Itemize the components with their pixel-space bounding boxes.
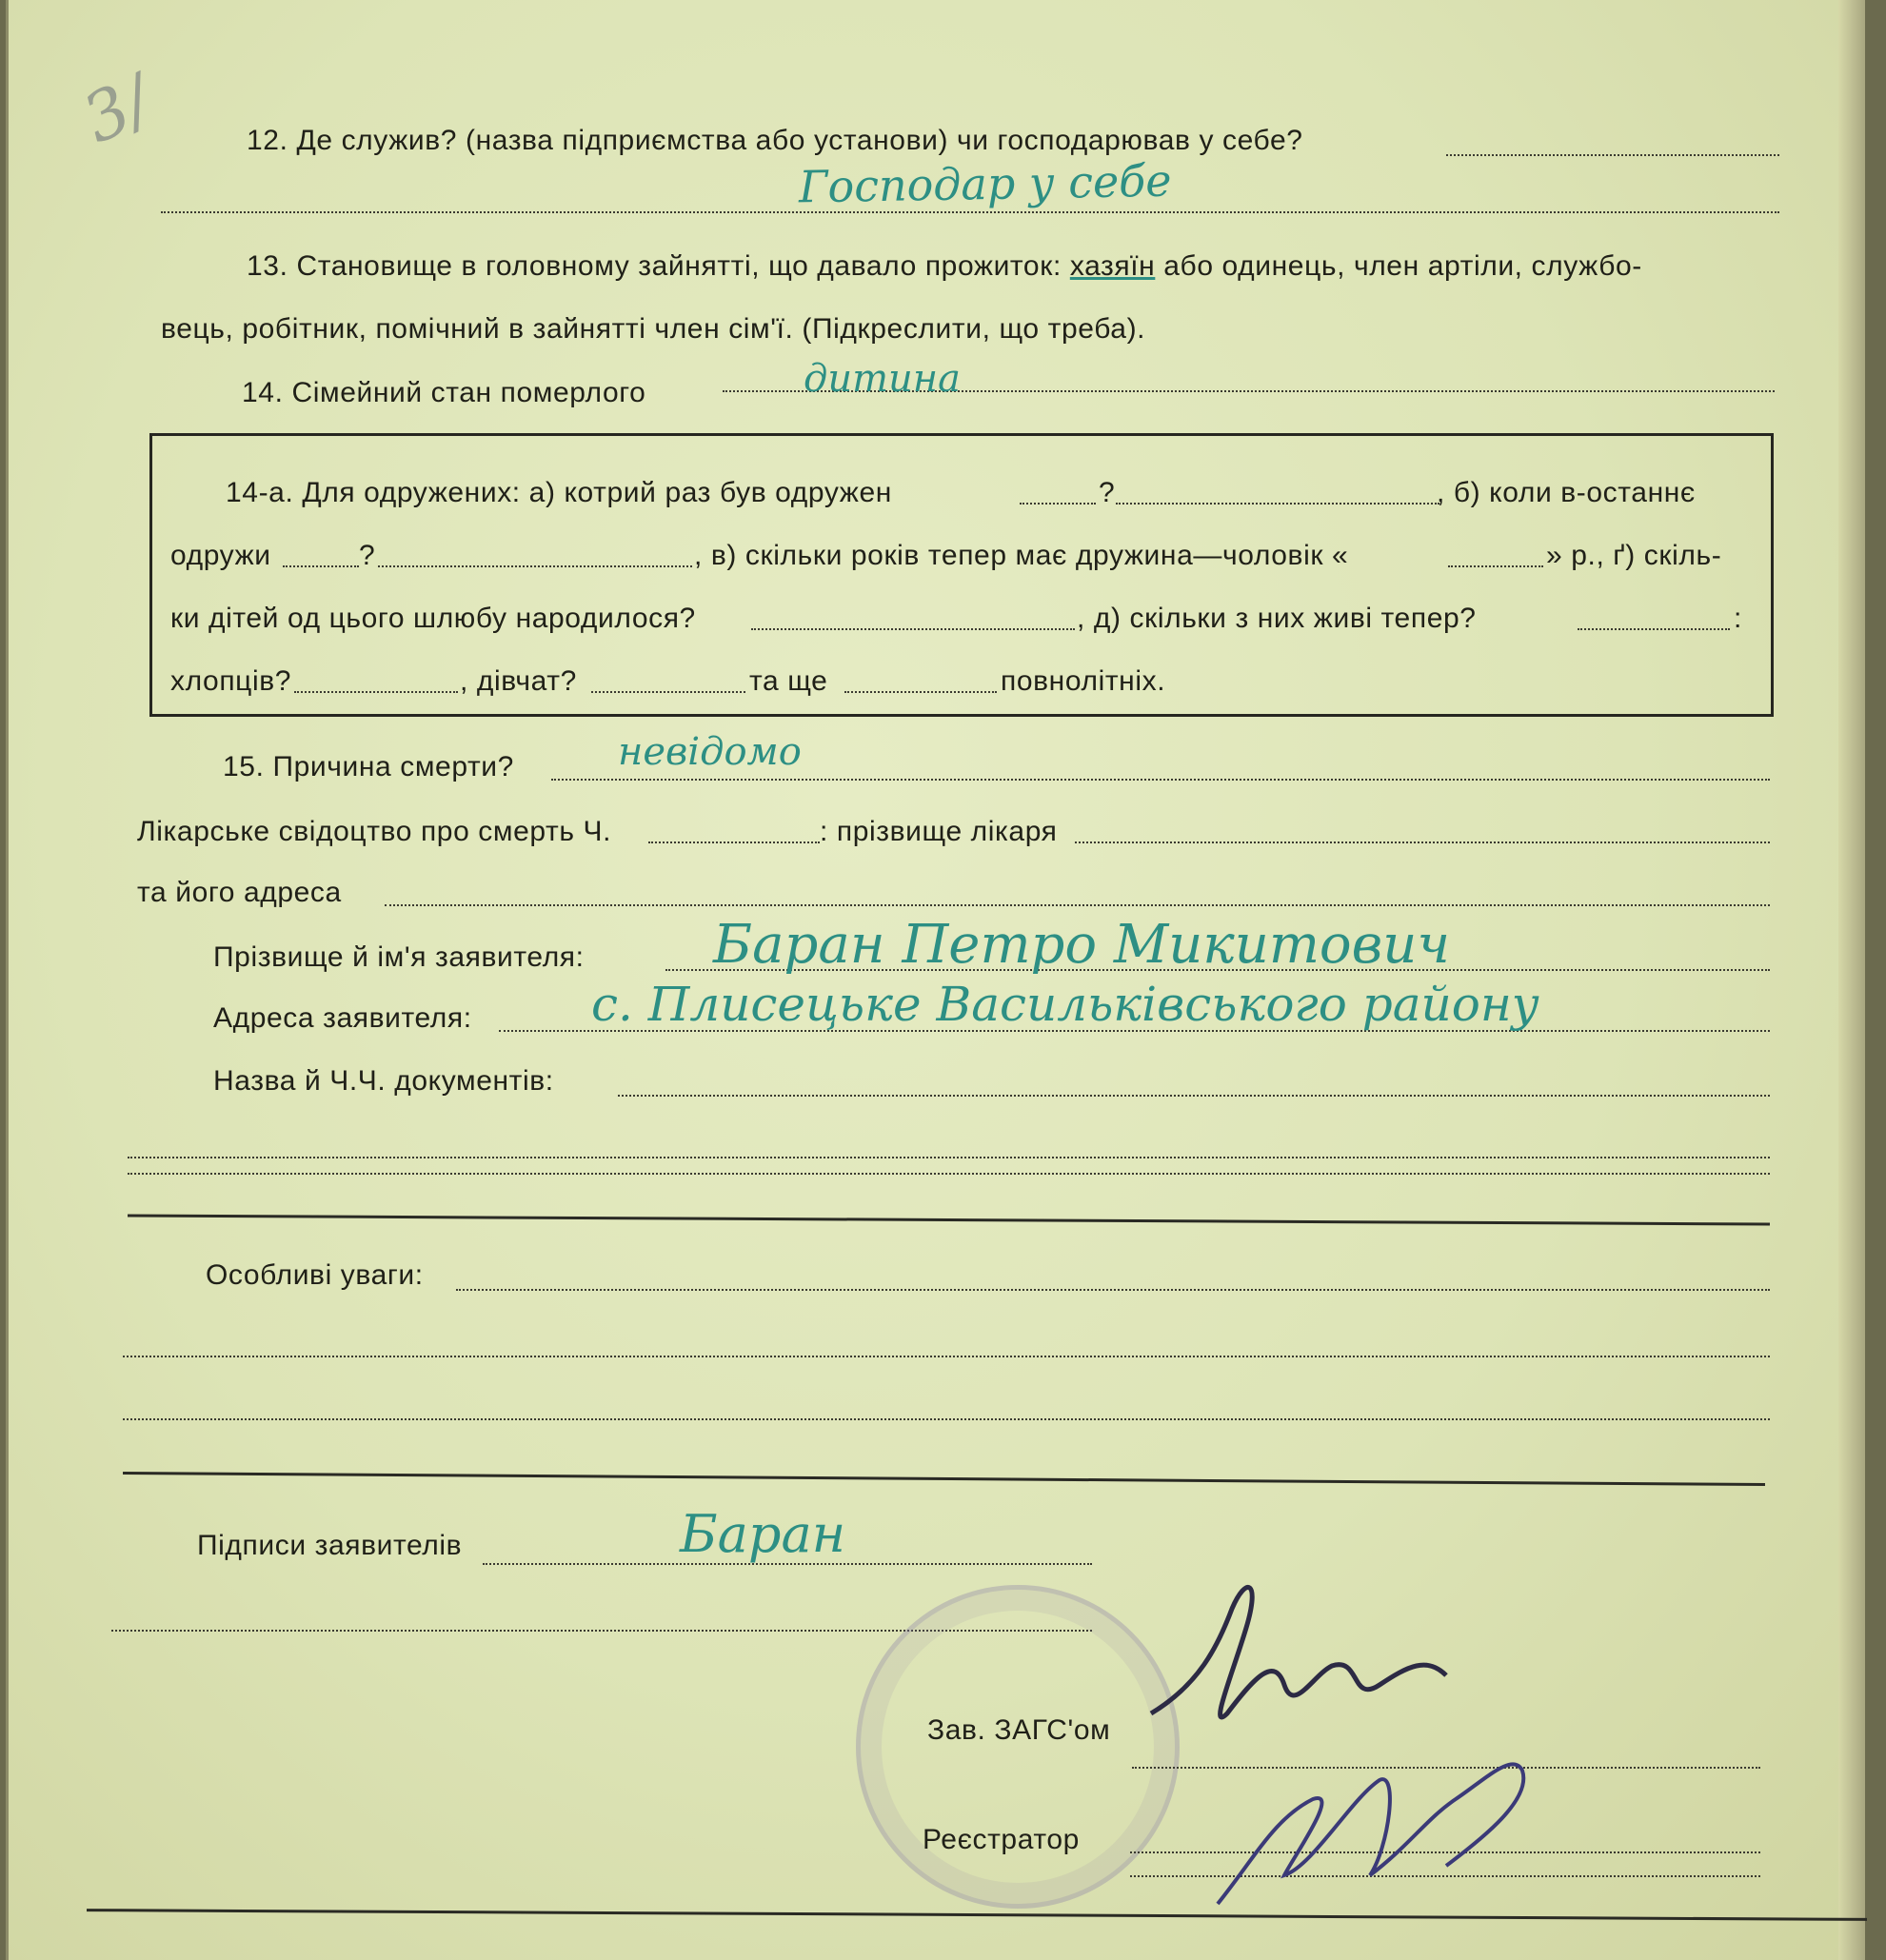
item-14a-q2: ? xyxy=(359,540,376,571)
registrar-signature xyxy=(1199,1713,1560,1932)
item-13-underlined: хазяїн xyxy=(1069,250,1156,282)
section-rule-2 xyxy=(123,1472,1765,1486)
applicant-signature: Баран xyxy=(680,1504,846,1564)
item-15-answer: невідомо xyxy=(618,730,802,774)
form-page xyxy=(6,0,1865,1960)
item-14a-text-2a: одружи xyxy=(170,540,271,571)
item-14a-text-4b: , дівчат? xyxy=(460,665,577,697)
medical-cert-label: Лікарське свідоцтво про смерть Ч. xyxy=(137,816,612,847)
doctor-address-line xyxy=(385,904,1770,906)
registrar-label: Реєстратор xyxy=(923,1824,1080,1855)
item-14a-dots-4c xyxy=(844,691,997,693)
item-12-line xyxy=(1446,154,1779,156)
applicant-name-label: Прізвище й ім'я заявителя: xyxy=(213,941,585,973)
item-14a-text-3a: ки дітей од цього шлюбу народилося? xyxy=(170,603,696,634)
item-14a-line-1 xyxy=(226,476,892,510)
applicant-signature-label: Підписи заявителів xyxy=(197,1530,463,1561)
item-14a-text-4d: повнолітніх. xyxy=(1001,665,1166,697)
documents-label: Назва й Ч.Ч. документів: xyxy=(213,1065,554,1097)
bottom-rule xyxy=(87,1909,1867,1921)
item-14a-q1: ? xyxy=(1099,477,1116,508)
item-14a-text-3b: , д) скільки з них живі тепер? xyxy=(1077,603,1477,634)
applicant-address-label: Адреса заявителя: xyxy=(213,1002,472,1034)
item-14a-dots-3b xyxy=(1578,628,1730,630)
notes-line-3 xyxy=(123,1418,1770,1420)
doctor-address-label: та його адреса xyxy=(137,877,342,908)
item-14a-dots-2a xyxy=(283,565,359,567)
notes-line-1 xyxy=(456,1289,1770,1291)
item-14a-colon: : xyxy=(1734,603,1742,634)
medical-cert-line xyxy=(648,841,820,843)
item-13-line-2: вець, робітник, помічний в зайнятті член сім'ї. (Підкреслити, що треба). xyxy=(161,313,1146,345)
head-label: Зав. ЗАГС'ом xyxy=(927,1714,1111,1746)
item-14a-dots-2b xyxy=(378,565,692,567)
documents-line xyxy=(618,1095,1770,1097)
item-14a-dots-2c xyxy=(1448,565,1543,567)
item-12-answer: Господар у себе xyxy=(798,154,1172,213)
applicant-address-value: с. Плисецьке Васильківського району xyxy=(591,977,1539,1032)
item-14-answer: дитина xyxy=(804,357,961,401)
item-14a-text-2b: , в) скільки років тепер має дружина—чоловік « xyxy=(694,540,1349,571)
item-14a-text-4a: хлопців? xyxy=(170,665,292,697)
item-14a-dots-4b xyxy=(591,691,745,693)
item-14a-text-1b: , б) коли в-останнє xyxy=(1437,477,1696,508)
doctor-name-line xyxy=(1075,841,1770,843)
item-13-line-1 xyxy=(247,249,1642,284)
documents-line-3 xyxy=(128,1173,1770,1175)
notes-label: Особливі уваги: xyxy=(206,1259,424,1291)
doctor-name-label: : прізвище лікаря xyxy=(820,816,1058,847)
margin-pencil-mark: 3/ xyxy=(70,60,164,159)
item-14a-text-2c: » р., ґ) скіль- xyxy=(1546,540,1722,571)
applicant-name-value: Баран Петро Микитович xyxy=(713,914,1451,976)
item-14a-text-1a: 14-а. Для одружених: а) котрий раз був одружен xyxy=(226,477,892,508)
item-13-text-b: або одинець, член артіли, службо- xyxy=(1155,250,1642,282)
item-14a-dots-1b xyxy=(1116,503,1439,505)
item-14a-dots-3a xyxy=(751,628,1075,630)
notes-line-2 xyxy=(123,1356,1770,1357)
item-12-label: 12. Де служив? (назва підприємства або установи) чи господарював у себе? xyxy=(247,125,1303,156)
item-15-line xyxy=(551,779,1770,781)
item-14a-text-4c: та ще xyxy=(749,665,828,697)
item-12-line-2 xyxy=(161,211,1779,213)
item-14a-dots-4a xyxy=(294,691,458,693)
section-rule-1 xyxy=(128,1214,1770,1225)
item-14-label: 14. Сімейний стан померлого xyxy=(242,377,646,408)
item-14a-dots-1a xyxy=(1020,503,1096,505)
documents-line-2 xyxy=(128,1157,1770,1158)
item-15-label: 15. Причина смерти? xyxy=(223,751,514,782)
page-edge xyxy=(1838,0,1865,1960)
item-13-text-a: 13. Становище в головному зайнятті, що давало прожиток: xyxy=(247,250,1070,282)
